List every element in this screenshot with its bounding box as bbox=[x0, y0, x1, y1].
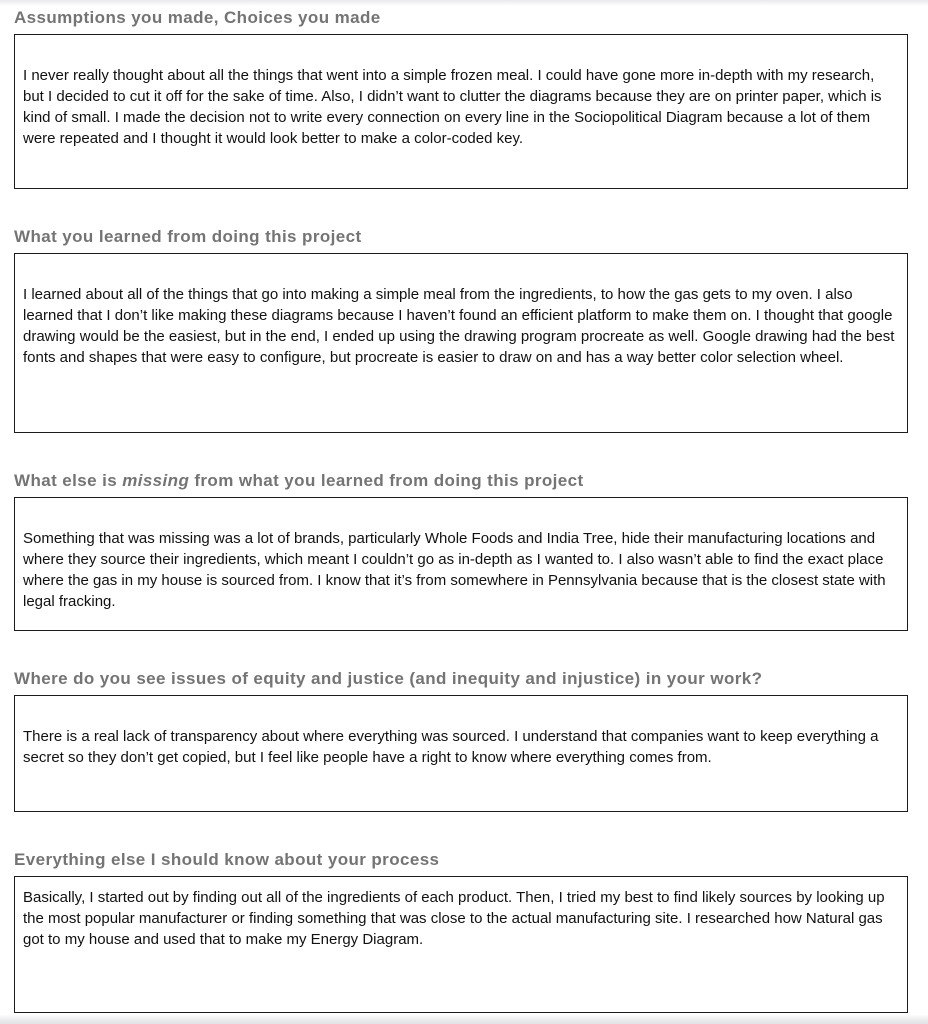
answer-box-what-you-learned[interactable] bbox=[14, 253, 908, 433]
heading-text-pre: What else is bbox=[14, 471, 123, 490]
section-process bbox=[14, 850, 908, 1013]
answer-text: I learned about all of the things that go into making a simple meal from the ingredients, to how the gas gets to my oven. I also learned that I don’t like making these diagrams because I haven’t found an efficient platform to make them on. I thought that google drawing would be the easiest, but in the end, I ended up using the drawing program procreate as well. Google drawing had the best fonts and shapes that were easy to configure, but procreate is easier to draw on and has a way better color selection wheel. bbox=[23, 286, 895, 366]
heading-process: Everything else I should know about your process bbox=[14, 850, 440, 869]
answer-text: Something that was missing was a lot of brands, particularly Whole Foods and India Tree, hide their manufacturing locations and where they source their ingredients, which meant I couldn’t go as in-depth as I wanted to. I also wasn’t able to find the exact place where the gas in my house is sourced from. I know that it’s from somewhere in Pennsylvania because that is the closest state with legal fracking. bbox=[23, 530, 886, 610]
answer-box-equity-justice[interactable] bbox=[14, 695, 908, 812]
heading-text-post: from what you learned from doing this project bbox=[189, 471, 584, 490]
heading-what-you-learned: What you learned from doing this project bbox=[14, 227, 362, 246]
section-what-is-missing bbox=[14, 471, 908, 631]
section-assumptions-choices bbox=[14, 8, 908, 189]
heading-what-is-missing bbox=[14, 471, 908, 491]
answer-text: Basically, I started out by finding out all of the ingredients of each product. Then, I tried my best to find likely sources by looking up the most popular manufacturer or finding something that was close to the actual manufacturing site. I researched how Natural gas got to my house and used that to make my Energy Diagram. bbox=[23, 889, 885, 948]
section-equity-justice bbox=[14, 669, 908, 812]
answer-text: There is a real lack of transparency about where everything was sourced. I understand that companies want to keep everything a secret so they don’t get copied, but I feel like people have a right to know where everything comes from. bbox=[23, 728, 879, 766]
answer-box-process[interactable] bbox=[14, 876, 908, 1013]
page-top-edge bbox=[0, 0, 928, 6]
heading-text-italic: missing bbox=[122, 471, 190, 490]
answer-box-what-is-missing[interactable] bbox=[14, 497, 908, 631]
answer-box-assumptions-choices[interactable] bbox=[14, 34, 908, 189]
section-what-you-learned bbox=[14, 227, 908, 433]
heading-equity-justice: Where do you see issues of equity and justice (and inequity and injustice) in your work? bbox=[14, 669, 763, 688]
page-bottom-edge bbox=[0, 1015, 928, 1024]
heading-assumptions-choices: Assumptions you made, Choices you made bbox=[14, 8, 381, 27]
answer-text: I never really thought about all the things that went into a simple frozen meal. I could have gone more in-depth with my research, but I decided to cut it off for the sake of time. Also, I didn’t want to clutter the diagrams because they are on printer paper, which is kind of small. I made the decision not to write every connection on every line in the Sociopolitical Diagram because a lot of them were repeated and I thought it would look better to make a color-coded key. bbox=[23, 67, 882, 147]
